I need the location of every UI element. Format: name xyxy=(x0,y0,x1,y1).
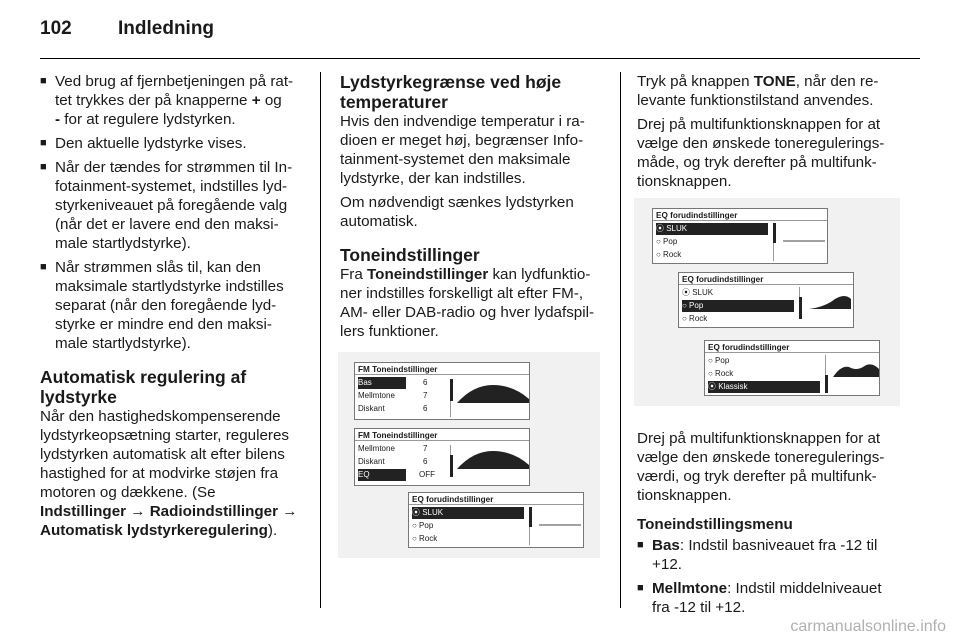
scrollbar-indicator xyxy=(799,297,802,319)
list-item: ■ Når der tændes for strømmen til In- fotainment-systemet, indstilles lyd- styrkeniveauet på foregående valg (når det er lavere end den maksi- male startlydstyrke). xyxy=(40,159,293,252)
menu-row: ⦿ SLUK xyxy=(412,507,524,519)
menu-ref: Radioindstillinger xyxy=(149,503,278,520)
menu-row: Bas xyxy=(358,377,406,389)
bullet-icon: ■ xyxy=(40,261,47,273)
eq-flat-line-icon xyxy=(779,223,829,253)
eq-flat-line-icon xyxy=(535,507,585,537)
page-header xyxy=(40,18,214,48)
bullet-icon: ■ xyxy=(637,582,644,594)
scrollbar-indicator xyxy=(825,375,828,393)
scrollbar-indicator xyxy=(773,223,776,243)
list-item: ■ Mellmtone: Indstil middelniveauet fra -12 til +12. xyxy=(637,580,882,616)
bullet-icon: ■ xyxy=(40,161,47,173)
list-item: ■ Bas: Indstil basniveauet fra -12 til +12. xyxy=(637,537,878,573)
menu-row: ○ Pop xyxy=(682,300,794,312)
paragraph: Tryk på knappen TONE, når den re- levante funktionstilstand anvendes. xyxy=(637,73,879,109)
screen-eq-2: EQ forudindstillinger ⦿ SLUK ○ Pop ○ Rock xyxy=(678,272,854,328)
tone-settings-illustration xyxy=(338,352,600,558)
eq-curve-icon xyxy=(831,355,881,385)
menu-ref: Indstillinger xyxy=(40,503,127,520)
menu-row: ⦿ SLUK xyxy=(656,223,768,235)
list-item: ■ Ved brug af fjernbetjeningen på rat- tet trykkes der på knapperne + og - for at regulere lydstyrken. xyxy=(40,73,294,128)
watermark: carmanualsonline.info xyxy=(790,618,946,635)
eq-curve-icon xyxy=(805,287,855,317)
section-heading-temperature: Lydstyrkegrænse ved høje temperaturer xyxy=(340,72,562,112)
column-middle xyxy=(340,72,605,346)
column-divider xyxy=(320,72,321,608)
scrollbar-indicator xyxy=(450,455,453,477)
menu-ref: Automatisk lydstyrkeregulering xyxy=(40,522,268,539)
screen-eq-3: EQ forudindstillinger ○ Pop ○ Rock ⦿ Klassisk xyxy=(704,340,880,396)
screen-fm-tone-1: FM Toneindstillinger Bas 6 Mellmtone 7 Diskant 6 xyxy=(354,362,530,420)
section-heading-tone: Toneindstillinger xyxy=(340,245,480,265)
bullet-icon: ■ xyxy=(637,539,644,551)
bullet-icon: ■ xyxy=(40,75,47,87)
paragraph: Fra Toneindstillinger kan lydfunktio- ner indstilles forskelligt alt efter FM-, AM- eller DAB-radio og hver lydafspil- lers funktioner. xyxy=(340,266,595,340)
screen-fm-tone-2: FM Toneindstillinger Mellmtone 7 Diskant 6 EQ OFF xyxy=(354,428,530,486)
eq-curve-icon xyxy=(455,443,531,483)
scrollbar-indicator xyxy=(450,379,453,401)
scrollbar-indicator xyxy=(529,507,532,527)
menu-row: ⦿ Klassisk xyxy=(708,381,820,393)
screen-eq-1: EQ forudindstillinger ⦿ SLUK ○ Pop ○ Rock xyxy=(652,208,828,264)
menu-row: EQ xyxy=(358,469,406,481)
eq-curve-icon xyxy=(455,377,531,417)
header-divider xyxy=(40,58,920,59)
paragraph: Når den hastighedskompenserende lydstyrkeopsætning starter, reguleres lydstyrken automatisk alt efter bilens hastighed for at modvirke støjen fra motoren og dækkene. (Se Indstillinger → Radioindstillinger → Automatisk lydstyrkeregulering). xyxy=(40,408,298,539)
page-number: 102 xyxy=(40,18,72,39)
subheading-tone-menu: Toneindstillingsmenu xyxy=(637,516,793,533)
screen-eq-presets: EQ forudindstillinger ⦿ SLUK ○ Pop ○ Rock xyxy=(408,492,584,548)
paragraph: Drej på multifunktionsknappen for at vælge den ønskede toneregulerings- måde, og tryk derefter på multifunk- tionsknappen. xyxy=(637,116,885,190)
paragraph: Hvis den indvendige temperatur i ra- dioen er meget høj, begrænser Info- tainment-systemet den maksimale lydstyrke, der kan indstilles. xyxy=(340,113,585,187)
paragraph: Om nødvendigt sænkes lydstyrken automatisk. xyxy=(340,194,574,230)
column-left xyxy=(40,72,303,545)
paragraph: Drej på multifunktionsknappen for at vælge den ønskede toneregulerings- værdi, og tryk derefter på multifunk- tionsknappen. xyxy=(637,430,885,504)
eq-presets-illustration xyxy=(634,198,900,406)
bullet-icon: ■ xyxy=(40,137,47,149)
section-heading-auto-volume: Automatisk regulering af lydstyrke xyxy=(40,367,247,407)
list-item: ■ Når strømmen slås til, kan den maksimale startlydstyrke indstilles separat (når den foregående lyd- styrke er mindre end den maksi- male startlydstyrke). xyxy=(40,259,284,352)
list-item: ■ Den aktuelle lydstyrke vises. xyxy=(40,135,247,152)
chapter-title: Indledning xyxy=(118,18,215,39)
column-divider xyxy=(620,72,621,608)
